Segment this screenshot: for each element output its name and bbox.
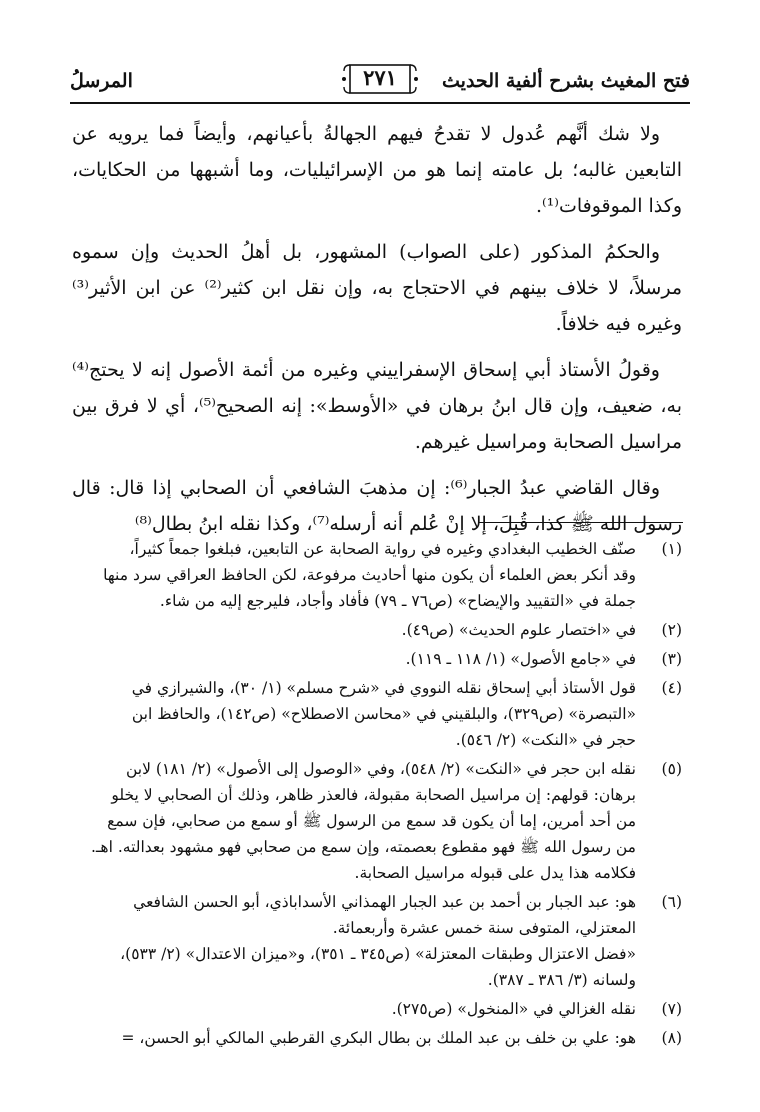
- footnote-line: من أحد أمرين، إما أن يكون قد سمع من الرسول ﷺ أو سمع من صحابي، فإن سمع: [107, 812, 636, 830]
- footnote-line: صنّف الخطيب البغدادي وغيره في رواية الصحابة عن التابعين، فبلغوا جمعاً كثيراً،: [129, 540, 636, 558]
- footnote: [72, 617, 682, 643]
- footnote-line: فكلامه هذا يدل على قبوله مراسيل الصحابة.: [354, 864, 636, 882]
- footnote-line: في «جامع الأصول» (١/ ١١٨ ـ ١١٩).: [405, 650, 636, 668]
- footnote-separator: [478, 522, 683, 523]
- footnote-number: (٥): [661, 760, 682, 778]
- footnote-line: في «اختصار علوم الحديث» (ص٤٩).: [401, 621, 636, 639]
- footnote-line: قول الأستاذ أبي إسحاق نقله النووي في «شرح مسلم» (١/ ٣٠)، والشيرازي في: [131, 679, 636, 697]
- page-number: ٢٧١: [363, 65, 397, 90]
- footnote-line: نقله الغزالي في «المنخول» (ص٢٧٥).: [391, 1000, 636, 1018]
- footnote: [72, 646, 682, 672]
- page-number-frame: [340, 62, 420, 96]
- footnote-line: حجر في «النكت» (٢/ ٥٤٦).: [455, 731, 636, 749]
- footnote-number: (٤): [661, 679, 682, 697]
- footnote-line: المعتزلي، المتوفى سنة خمس عشرة وأربعمائة.: [332, 919, 636, 937]
- page-header: [70, 62, 690, 106]
- footnote-line: وقد أنكر بعض العلماء أن يكون منها أحاديث مرفوعة، لكن الحافظ العراقي سرد منها: [103, 566, 636, 584]
- footnotes: [72, 536, 682, 1054]
- footnote: [72, 889, 682, 993]
- section-title: المرسلُ: [70, 70, 133, 92]
- book-title: فتح المغيث بشرح ألفية الحديث: [442, 70, 690, 92]
- footnote-number: (٣): [661, 650, 682, 668]
- footnote-line: جملة في «التقييد والإيضاح» (ص٧٦ ـ ٧٩) فأفاد وأجاد، فليرجع إليه من شاء.: [159, 592, 636, 610]
- footnote-line: «فضل الاعتزال وطبقات المعتزلة» (ص٣٤٥ ـ ٣٥١)، و«ميزان الاعتدال» (٢/ ٥٣٣)،: [120, 945, 636, 963]
- footnote: [72, 1025, 682, 1051]
- footnote: [72, 675, 682, 753]
- footnote-number: (٦): [661, 893, 682, 911]
- paragraph: والحكمُ المذكور (على الصواب) المشهور، بل أهلُ الحديث وإن سموه مرسلاً، لا خلاف بينهم في الاحتجاج به، وإن نقل ابن كثير⁽²⁾ عن ابن الأثير⁽³⁾ وغيره فيه خلافاً.: [72, 241, 682, 335]
- footnote-line: نقله ابن حجر في «النكت» (٢/ ٥٤٨)، وفي «الوصول إلى الأصول» (٢/ ١٨١) لابن: [125, 760, 636, 778]
- footnote: [72, 536, 682, 614]
- footnote-number: (٨): [661, 1029, 682, 1047]
- footnote: [72, 756, 682, 886]
- footnote-line: برهان: قولهم: إن مراسيل الصحابة مقبولة، فالعذر ظاهر، وذلك أن الصحابي لا يخلو: [111, 786, 636, 804]
- main-text: [72, 116, 682, 552]
- footnote-number: (٧): [661, 1000, 682, 1018]
- paragraph: ولا شك أنَّهم عُدول لا تقدحُ فيهم الجهالةُ بأعيانهم، وأيضاً فما يرويه عن التابعين غالبه؛ بل عامته إنما هو من الإسرائيليات، وما أشبهها من الحكايات، وكذا الموقوفات⁽¹⁾.: [72, 123, 682, 217]
- footnote: [72, 996, 682, 1022]
- paragraph: وقولُ الأستاذ أبي إسحاق الإسفراييني وغيره من أئمة الأصول إنه لا يحتج⁽⁴⁾ به، ضعيف، وإن قال ابنُ برهان في «الأوسط»: إنه الصحيح⁽⁵⁾، أي لا فرق بين مراسيل الصحابة ومراسيل غيرهم.: [72, 359, 683, 453]
- paragraph: وقال القاضي عبدُ الجبار⁽⁶⁾: إن مذهبَ الشافعي أن الصحابي إذا قال: قال رسول الله ﷺ كذا، قُبِلَ، إلا إنْ عُلم أنه أرسله⁽⁷⁾، وكذا نقله ابنُ بطال⁽⁸⁾: [72, 477, 682, 535]
- footnote-line: هو: عبد الجبار بن أحمد بن عبد الجبار الهمذاني الأسداباذي، أبو الحسن الشافعي: [133, 893, 636, 911]
- header-rule: [70, 102, 690, 104]
- footnote-line: من رسول الله ﷺ فهو مقطوع بعصمته، وإن سمع من صحابي فهو مشهود بعدالته. اهـ.: [90, 838, 636, 856]
- footnote-line: ولسانه (٣/ ٣٨٦ ـ ٣٨٧).: [487, 971, 636, 989]
- footnote-line: «التبصرة» (ص٣٢٩)، والبلقيني في «محاسن الاصطلاح» (ص١٤٢)، والحافظ ابن: [131, 705, 636, 723]
- footnote-line: هو: علي بن خلف بن عبد الملك بن بطال البكري القرطبي المالكي أبو الحسن، =: [121, 1029, 636, 1047]
- footnote-number: (٢): [661, 621, 682, 639]
- footnote-number: (١): [661, 540, 682, 558]
